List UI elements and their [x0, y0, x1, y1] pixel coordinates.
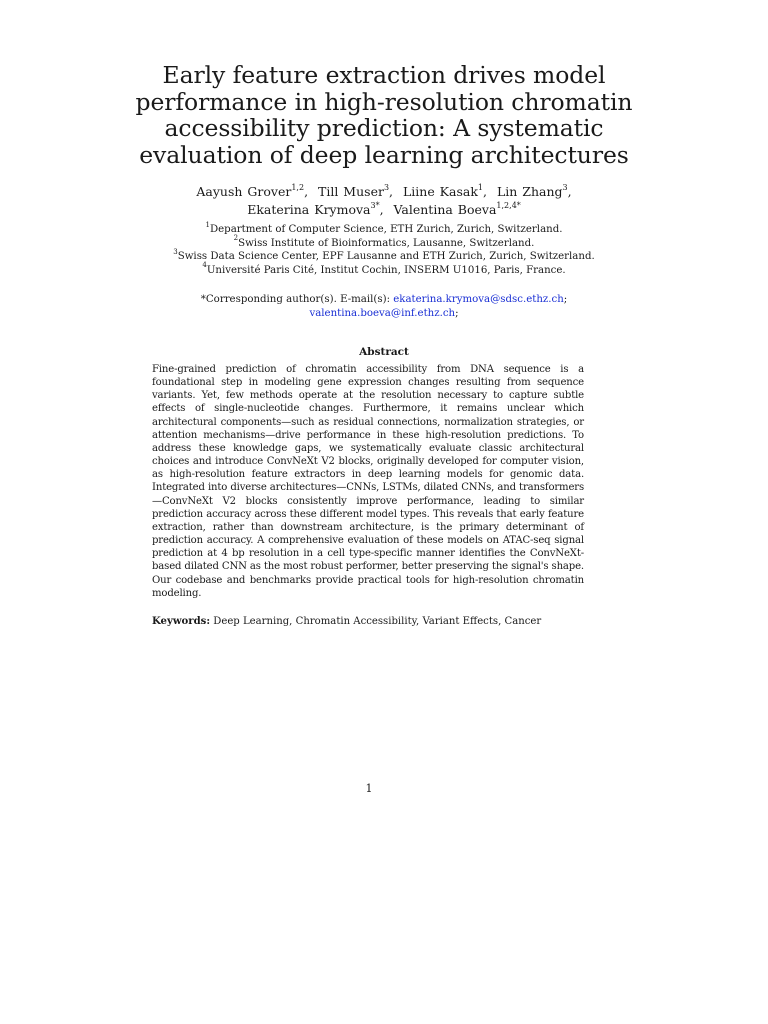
paper-title: Early feature extraction drives model performance in high-resolution chromatin accessibility prediction: A systematic evaluation of deep learning architectures — [135, 61, 633, 169]
author-affil-sup: 3* — [370, 200, 380, 210]
affiliation-text: Department of Computer Science, ETH Zurich, Zurich, Switzerland. — [209, 224, 563, 235]
author-affil-sup: 1 — [477, 182, 484, 192]
keywords-label: Keywords: — [152, 616, 211, 627]
keywords — [152, 615, 612, 629]
author-name: Aayush Grover — [196, 184, 292, 199]
abstract-text: Fine-grained prediction of chromatin accessibility from DNA sequence is a foundational step in modeling gene expression changes resulting from sequence variants. Yet, few methods operate at the resolution necessary to capture subtle effects of single-nucleotide changes. Furthermore, it remains unclear which architectural components—such as residual connections, normalization strategies, or attention mechanisms—drive performance in these high-resolution predictions. To address these knowledge gaps, we systematically evaluate classic architectural choices and introduce ConvNeXt V2 blocks, originally developed for computer vision, as high-resolution feature extractors in deep learning models for genomic data. Integrated into diverse architectures—CNNs, LSTMs, dilated CNNs, and transformers—ConvNeXt V2 blocks consistently improve performance, leading to similar prediction accuracy across these different model types. This reveals that early feature extraction, rather than downstream architecture, is the primary determinant of prediction accuracy. A comprehensive evaluation of these models on ATAC-seq signal prediction at 4 bp resolution in a cell type-specific manner identifies the ConvNeXt-based dilated CNN as the most robust performer, better preserving the signal's shape. Our codebase and benchmarks provide practical tools for high-resolution chromatin modeling. — [152, 364, 584, 599]
affiliation-list — [110, 220, 658, 277]
keywords-list: Deep Learning, Chromatin Accessibility, Variant Effects, Cancer — [213, 616, 542, 627]
email-separator: ; — [455, 308, 459, 319]
author-name: Valentina Boeva — [393, 202, 497, 217]
email-link[interactable]: valentina.boeva@inf.ethz.ch — [309, 308, 456, 319]
abstract-heading: Abstract — [359, 346, 409, 358]
affiliation-number: 1 — [205, 220, 210, 229]
author-name: Liine Kasak — [402, 184, 478, 199]
author-name: Ekaterina Krymova — [247, 202, 371, 217]
affiliation — [110, 247, 658, 264]
author-affil-sup: 3 — [562, 182, 568, 192]
author-affil-sup: 1,2,4* — [496, 200, 521, 210]
affiliation-number: 2 — [233, 234, 239, 243]
author-affil-sup: 3 — [383, 182, 390, 192]
affiliation-text: Swiss Institute of Bioinformatics, Lausanne, Switzerland. — [238, 237, 535, 249]
affiliation — [110, 261, 658, 278]
author-list: Aayush Grover$^{1,2}$, Till Muser$^3$, Liine Kasak$^1$, Lin Zhang$^3$, Ekaterina Krymova$^{3*}$, Valentina Boeva$^{1,2,4*}$ — [196, 182, 572, 217]
author-affil-sup: 1,2 — [291, 182, 305, 192]
email-separator: ; — [563, 294, 568, 305]
affiliation — [110, 220, 658, 237]
corresponding-prefix: *Corresponding author(s). E-mail(s): — [200, 294, 391, 305]
author-name: Lin Zhang — [496, 184, 563, 199]
affiliation — [110, 234, 658, 251]
affiliation-text: Université Paris Cité, Institut Cochin, INSERM U1016, Paris, France. — [206, 264, 566, 276]
author-name: Till Muser — [318, 184, 384, 199]
affiliation-text: Swiss Data Science Center, EPF Lausanne and ETH Zurich, Zurich, Switzerland. — [177, 251, 595, 263]
affiliation-number: 3 — [173, 247, 178, 256]
page-number: 1 — [365, 782, 373, 795]
affiliation-number: 4 — [202, 261, 207, 270]
corresponding-authors — [110, 293, 658, 321]
email-link[interactable]: ekaterina.krymova@sdsc.ethz.ch — [393, 294, 564, 305]
